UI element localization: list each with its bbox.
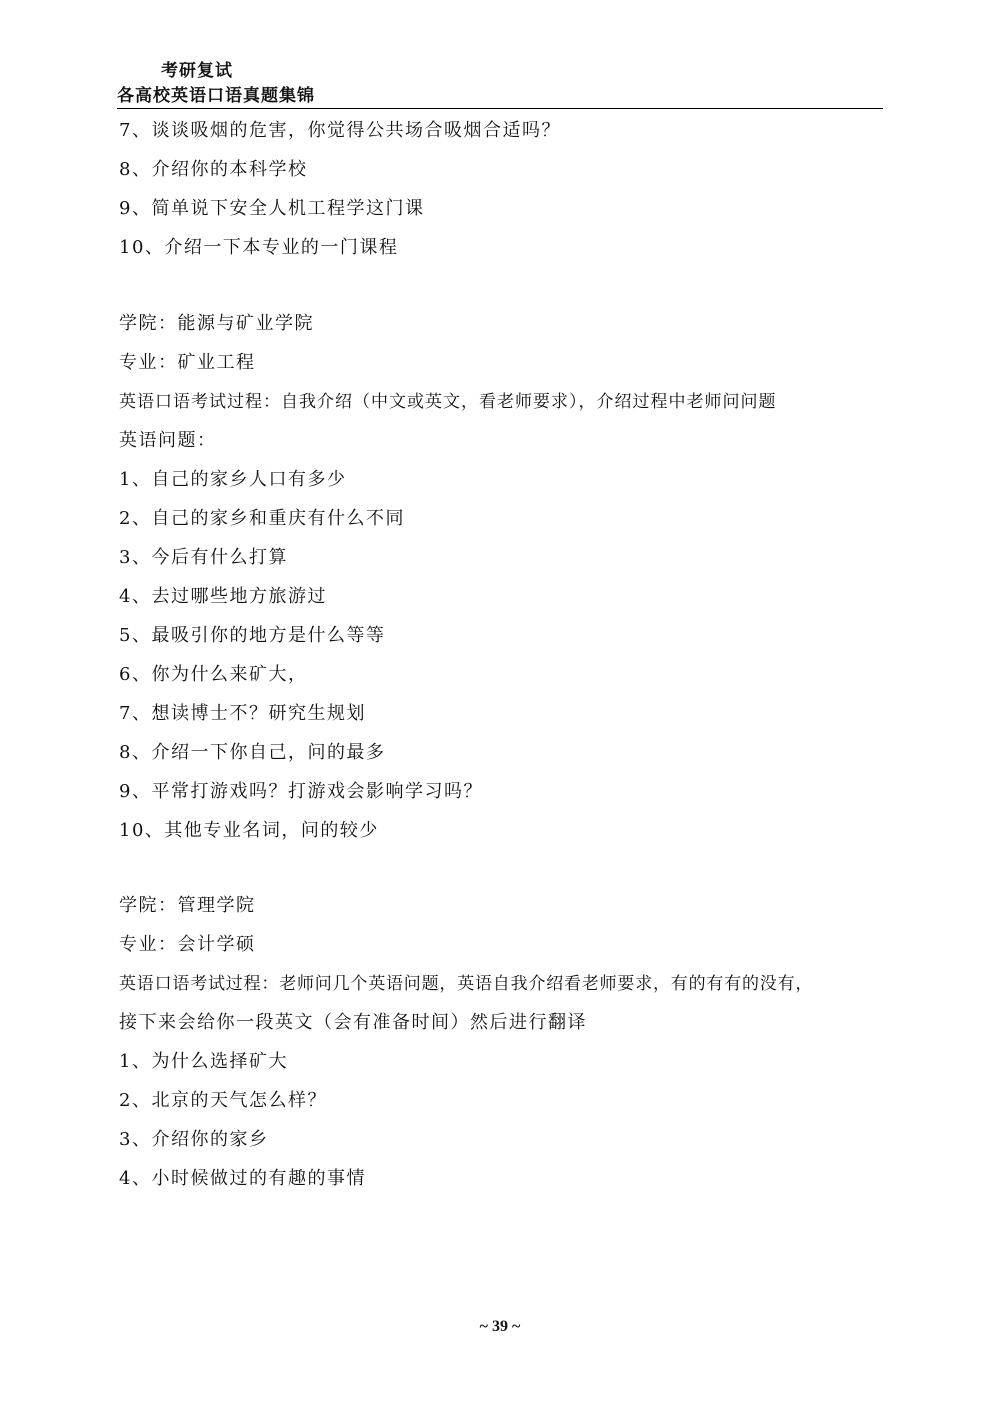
page-number: ~ 39 ~ bbox=[479, 1318, 521, 1335]
list-item: 7、想读博士不？研究生规划 bbox=[119, 703, 366, 724]
list-item: 8、介绍你的本科学校 bbox=[119, 159, 308, 180]
list-item: 4、小时候做过的有趣的事情 bbox=[119, 1168, 366, 1189]
list-item: 7、谈谈吸烟的危害，你觉得公共场合吸烟合适吗？ bbox=[119, 120, 561, 141]
college-label: 学院：能源与矿业学院 bbox=[119, 313, 314, 334]
header-title: 考研复试 bbox=[161, 61, 233, 81]
list-item: 9、平常打游戏吗？打游戏会影响学习吗？ bbox=[119, 781, 483, 802]
list-item: 4、去过哪些地方旅游过 bbox=[119, 586, 327, 607]
list-item: 1、为什么选择矿大 bbox=[119, 1051, 288, 1072]
questions-title: 英语问题： bbox=[119, 430, 217, 451]
exam-process-line2: 接下来会给你一段英文（会有准备时间）然后进行翻译 bbox=[119, 1012, 587, 1033]
list-item: 3、今后有什么打算 bbox=[119, 547, 288, 568]
exam-process: 英语口语考试过程：自我介绍（中文或英文，看老师要求），介绍过程中老师问问题 bbox=[119, 392, 777, 412]
list-item: 8、介绍一下你自己，问的最多 bbox=[119, 742, 386, 763]
list-item: 2、北京的天气怎么样？ bbox=[119, 1090, 327, 1111]
list-item: 1、自己的家乡人口有多少 bbox=[119, 469, 347, 490]
college-label: 学院：管理学院 bbox=[119, 895, 256, 916]
major-label: 专业：会计学硕 bbox=[119, 934, 256, 955]
exam-process-line1: 英语口语考试过程：老师问几个英语问题，英语自我介绍看老师要求，有的有有的没有， bbox=[119, 974, 814, 994]
list-item: 5、最吸引你的地方是什么等等 bbox=[119, 625, 386, 646]
header-subtitle: 各高校英语口语真题集锦 bbox=[117, 86, 315, 106]
list-item: 6、你为什么来矿大， bbox=[119, 664, 308, 685]
major-label: 专业：矿业工程 bbox=[119, 352, 256, 373]
page-header bbox=[117, 58, 883, 109]
list-item: 9、简单说下安全人机工程学这门课 bbox=[119, 198, 425, 219]
list-item: 3、介绍你的家乡 bbox=[119, 1129, 269, 1150]
list-item: 10、其他专业名词，问的较少 bbox=[119, 820, 379, 841]
list-item: 10、介绍一下本专业的一门课程 bbox=[119, 237, 399, 258]
list-item: 2、自己的家乡和重庆有什么不同 bbox=[119, 508, 405, 529]
